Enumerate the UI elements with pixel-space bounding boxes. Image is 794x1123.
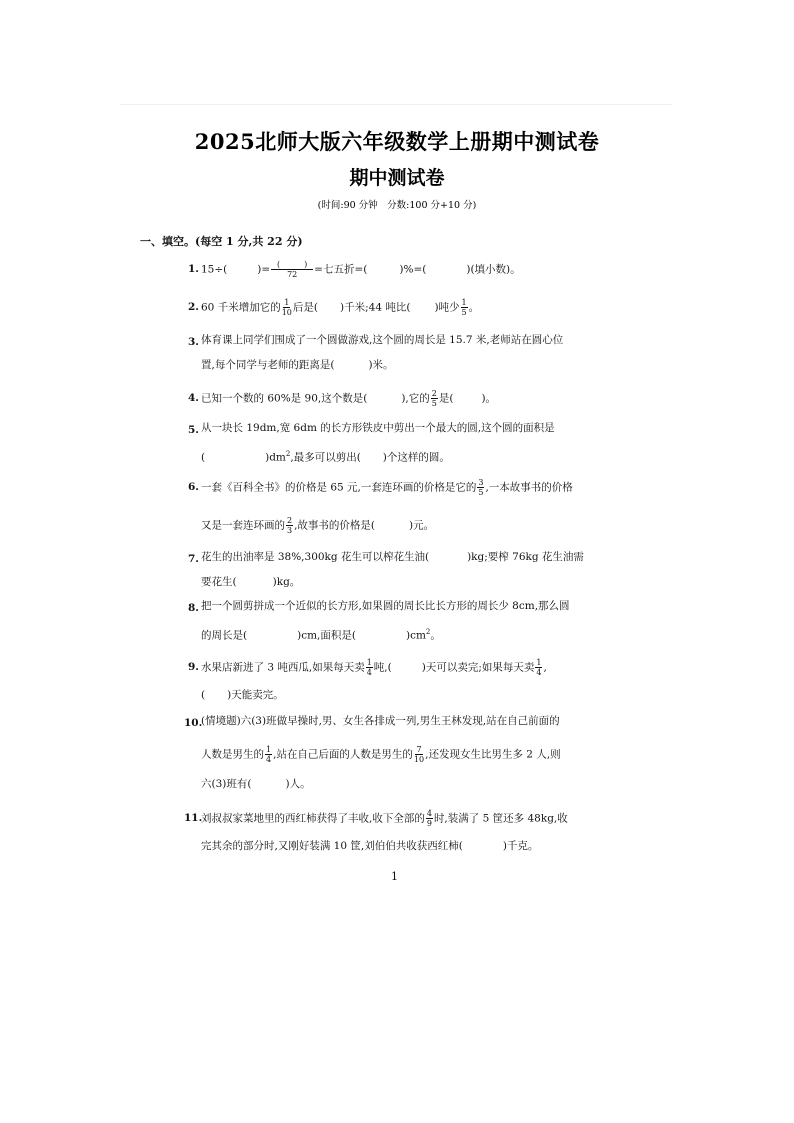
- question-1: 15÷( )= $\frac{( )}{72}$ =七五折=( )%=( )(填小数)。: [201, 260, 521, 279]
- question-number: 8.: [188, 602, 199, 614]
- question-8-line-1: 把一个圆剪拼成一个近似的长方形,如果圆的周长比长方形的周长少 8cm,那么圆: [201, 600, 570, 612]
- question-number: 5.: [188, 424, 199, 436]
- question-6-line-1: 一套《百科全书》的价格是 65 元,一套连环画的价格是它的 $\frac{3}{5}$ ,一本故事书的价格: [201, 478, 573, 497]
- header-rule: [120, 104, 672, 105]
- fraction: $\frac{4}{9}$: [426, 809, 432, 828]
- question-6-line-2: 又是一套连环画的 $\frac{2}{3}$ ,故事书的价格是( )元。: [201, 516, 435, 535]
- question-9-line-2: ( )天能卖完。: [201, 689, 284, 701]
- question-10-line-3: 六(3)班有( )人。: [201, 778, 311, 790]
- question-number: 4.: [188, 392, 199, 404]
- fraction: $\frac{( )}{72}$: [271, 260, 313, 279]
- question-number: 10.: [184, 717, 203, 729]
- question-2: 60 千米增加它的 $\frac{1}{10}$ 后是( )千米;44 吨比( )吨少 $\frac{1}{5}$ 。: [201, 298, 480, 317]
- question-3-line-1: 体育课上同学们围成了一个圆做游戏,这个圆的周长是 15.7 米,老师站在圆心位: [201, 334, 564, 346]
- fraction: $\frac{3}{5}$: [478, 478, 484, 497]
- question-7-line-2: 要花生( )kg。: [201, 576, 301, 588]
- exam-meta: (时间:90 分钟 分数:100 分+10 分): [317, 200, 477, 211]
- fraction: $\frac{2}{3}$: [287, 516, 293, 535]
- question-4: 已知一个数的 60%是 90,这个数是( ),它的 $\frac{2}{5}$ 是( )。: [201, 389, 497, 408]
- page-subtitle: 期中测试卷: [349, 167, 445, 189]
- fraction: $\frac{1}{5}$: [461, 298, 467, 317]
- question-11-line-2: 完其余的部分时,又刚好装满 10 筐,刘伯伯共收获西红柿( )千克。: [201, 840, 539, 852]
- question-10-line-1: (情境题)六(3)班做早操时,男、女生各排成一列,男生王林发现,站在自己前面的: [201, 715, 560, 727]
- question-number: 11.: [184, 812, 203, 824]
- question-number: 6.: [188, 481, 199, 493]
- fraction: $\frac{1}{4}$: [536, 658, 542, 677]
- section-heading: 一、填空。(每空 1 分,共 22 分): [140, 235, 303, 248]
- question-5-line-2: ( )$dm^2$,最多可以剪出( )个这样的圆。: [201, 450, 450, 464]
- question-7-line-1: 花生的出油率是 38%,300kg 花生可以榨花生油( )kg;要榨 76kg 花生油需: [201, 551, 584, 563]
- question-9-line-1: 水果店新进了 3 吨西瓜,如果每天卖 $\frac{1}{4}$ 吨,( )天可以卖完;如果每天卖 $\frac{1}{4}$ ,: [201, 658, 547, 677]
- question-3-line-2: 置,每个同学与老师的距离是( )米。: [201, 359, 394, 371]
- page-title: 2025北师大版六年级数学上册期中测试卷: [194, 129, 600, 154]
- fraction: $\frac{2}{5}$: [431, 389, 437, 408]
- question-number: 3.: [188, 336, 199, 348]
- question-number: 2.: [188, 301, 199, 313]
- question-number: 7.: [188, 553, 199, 565]
- question-8-line-2: 的周长是( )cm,面积是( )$cm^2$。: [201, 628, 441, 642]
- fraction: $\frac{7}{10}$: [413, 745, 425, 764]
- fraction: $\frac{1}{4}$: [366, 658, 372, 677]
- question-11-line-1: 刘叔叔家菜地里的西红柿获得了丰收,收下全部的 $\frac{4}{9}$ 时,装满了 5 筐还多 48kg,收: [201, 809, 568, 828]
- question-number: 9.: [188, 661, 199, 673]
- page-number: 1: [391, 870, 398, 883]
- fraction: $\frac{1}{4}$: [266, 745, 272, 764]
- question-5-line-1: 从一块长 19dm,宽 6dm 的长方形铁皮中剪出一个最大的圆,这个圆的面积是: [201, 422, 555, 434]
- fraction: $\frac{1}{10}$: [281, 298, 292, 317]
- question-number: 1.: [188, 263, 199, 275]
- question-10-line-2: 人数是男生的 $\frac{1}{4}$ ,站在自己后面的人数是男生的 $\frac{7}{10}$ ,还发现女生比男生多 2 人,则: [201, 745, 561, 764]
